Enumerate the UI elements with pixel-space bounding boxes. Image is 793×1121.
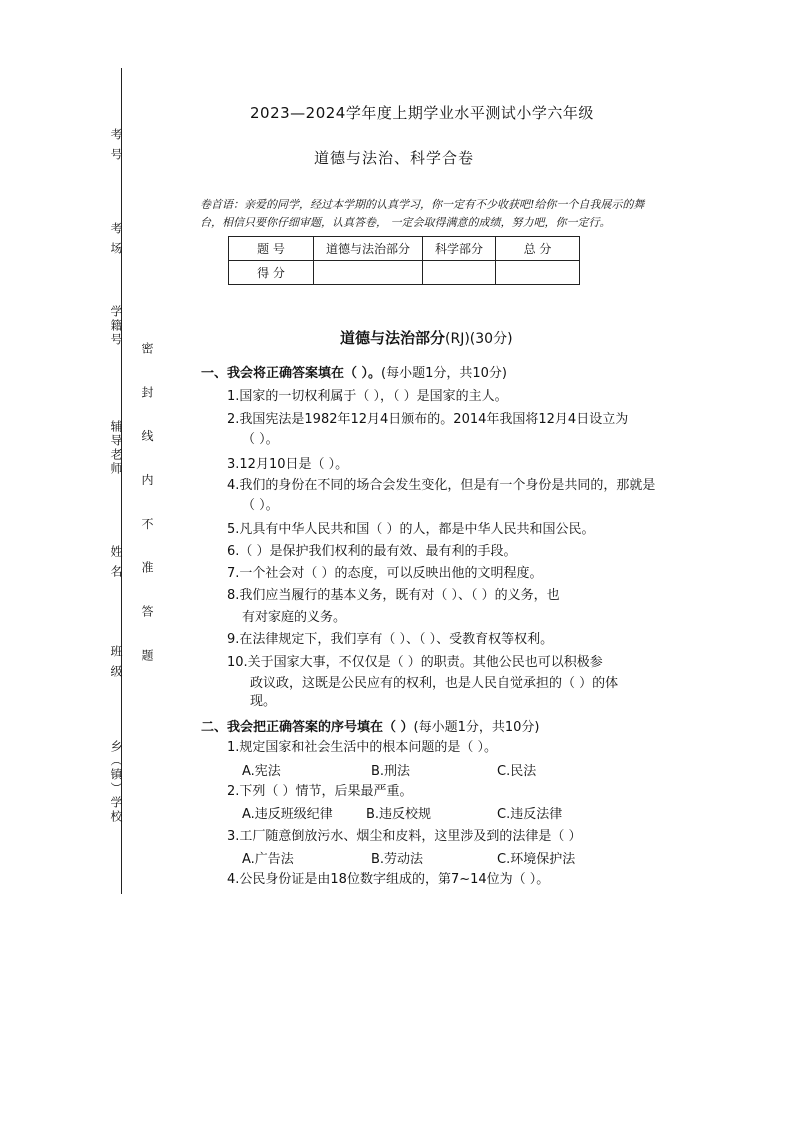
- score-cell-science[interactable]: [423, 261, 496, 285]
- question-1-8[interactable]: 8.我们应当履行的基本义务，既有对（ ）、（ ）的义务，也: [227, 588, 560, 603]
- question-1-5[interactable]: 5.凡具有中华人民共和国（ ）的人，都是中华人民共和国公民。: [227, 522, 595, 537]
- student-number-label: 学籍号: [109, 305, 123, 347]
- part2-heading: [201, 716, 540, 735]
- school-field[interactable]: [121, 730, 122, 850]
- exam-title: 2023—2024学年度上期学业水平测试小学六年级: [250, 104, 594, 122]
- class-field[interactable]: [121, 620, 122, 690]
- name-field[interactable]: [121, 520, 122, 590]
- class-label: 班 级: [109, 645, 123, 679]
- option-2-2-c[interactable]: C.违反法律: [497, 807, 563, 822]
- exam-room-field[interactable]: [121, 200, 122, 270]
- question-1-10-cont[interactable]: 政议政，这既是公民应有的权利，也是人民自觉承担的（ ）的体: [250, 676, 619, 691]
- table-header-cell: 道德与法治部分: [314, 237, 423, 261]
- student-number-field[interactable]: [121, 290, 122, 350]
- section-title-suffix: (RJ)(30分): [445, 331, 513, 347]
- score-table: [228, 236, 580, 285]
- part1-heading-text: 一、我会将正确答案填在（ ）。: [201, 366, 382, 381]
- exam-subtitle: 道德与法治、科学合卷: [314, 149, 475, 167]
- exam-room-label: 考 场: [109, 222, 123, 256]
- question-1-7[interactable]: 7.一个社会对（ ）的态度，可以反映出他的文明程度。: [227, 566, 543, 581]
- name-label: 姓 名: [109, 545, 123, 579]
- school-label: 乡（镇）学校: [109, 740, 123, 824]
- table-header-cell: 科学部分: [423, 237, 496, 261]
- section-title: [340, 327, 513, 348]
- table-row: [229, 237, 580, 261]
- seal-line-notice: 密 封 线 内 不 准 答 题: [140, 342, 154, 675]
- counselor-label: 辅导老师: [109, 420, 123, 476]
- option-2-2-b[interactable]: B.违反校规: [366, 807, 432, 822]
- option-2-2-a[interactable]: A.违反班级纪律: [242, 807, 333, 822]
- exam-number-field[interactable]: [121, 125, 122, 185]
- option-2-3-a[interactable]: A.广告法: [242, 852, 294, 867]
- option-2-3-c[interactable]: C.环境保护法: [497, 852, 576, 867]
- question-1-9[interactable]: 9.在法律规定下，我们享有（ ）、（ ）、受教育权等权利。: [227, 632, 554, 647]
- question-1-10[interactable]: 10.关于国家大事，不仅仅是（ ）的职责。其他公民也可以积极参: [227, 655, 603, 670]
- preface: [200, 196, 700, 232]
- question-1-8-cont: 有对家庭的义务。: [242, 610, 347, 625]
- section-title-main: 道德与法治部分: [340, 329, 446, 347]
- option-2-1-c[interactable]: C.民法: [497, 764, 537, 779]
- exam-number-label: 考 号: [109, 128, 123, 162]
- question-1-3[interactable]: 3.12月10日是（ ）。: [227, 457, 349, 472]
- score-cell-total[interactable]: [496, 261, 580, 285]
- question-1-2-cont[interactable]: （ ）。: [242, 432, 279, 447]
- counselor-field[interactable]: [121, 390, 122, 490]
- question-1-6[interactable]: 6.（ ）是保护我们权利的最有效、最有利的手段。: [227, 544, 517, 559]
- question-2-2[interactable]: 2.下列（ ）情节，后果最严重。: [227, 784, 413, 799]
- option-2-1-a[interactable]: A.宪法: [242, 764, 281, 779]
- question-2-3[interactable]: 3.工厂随意倒放污水、烟尘和皮料，这里涉及到的法律是（ ）: [227, 829, 582, 844]
- part1-heading: [201, 362, 507, 381]
- option-2-1-b[interactable]: B.刑法: [371, 764, 411, 779]
- preface-line: 台，相信只要你仔细审题，认真答卷， 一定会取得满意的成绩，努力吧，你一定行。: [200, 216, 611, 229]
- part2-score-note: (每小题1分，共10分): [413, 720, 540, 735]
- question-1-1[interactable]: 1.国家的一切权利属于（ ），（ ）是国家的主人。: [227, 389, 508, 404]
- question-1-2[interactable]: 2.我国宪法是1982年12月4日颁布的。2014年我国将12月4日设立为: [227, 412, 629, 427]
- question-1-10-end: 现。: [250, 694, 277, 709]
- question-2-4[interactable]: 4.公民身份证是由18位数字组成的，第7~14位为（ ）。: [227, 872, 550, 887]
- table-header-cell: 总 分: [496, 237, 580, 261]
- question-1-4[interactable]: 4.我们的身份在不同的场合会发生变化，但是有一个身份是共同的，那就是: [227, 478, 656, 493]
- option-2-3-b[interactable]: B.劳动法: [371, 852, 424, 867]
- table-row-label: 得 分: [229, 261, 314, 285]
- table-row: [229, 261, 580, 285]
- part2-heading-text: 二、我会把正确答案的序号填在（ ）: [201, 720, 414, 735]
- part1-score-note: (每小题1分，共10分): [381, 366, 507, 381]
- table-header-cell: 题 号: [229, 237, 314, 261]
- preface-line: 卷首语：亲爱的同学，经过本学期的认真学习，你一定有不少收获吧!给你一个自我展示的舞: [200, 198, 645, 211]
- question-2-1[interactable]: 1.规定国家和社会生活中的根本问题的是（ ）。: [227, 740, 498, 755]
- score-cell-morality[interactable]: [314, 261, 423, 285]
- question-1-4-cont[interactable]: （ ）。: [242, 498, 279, 513]
